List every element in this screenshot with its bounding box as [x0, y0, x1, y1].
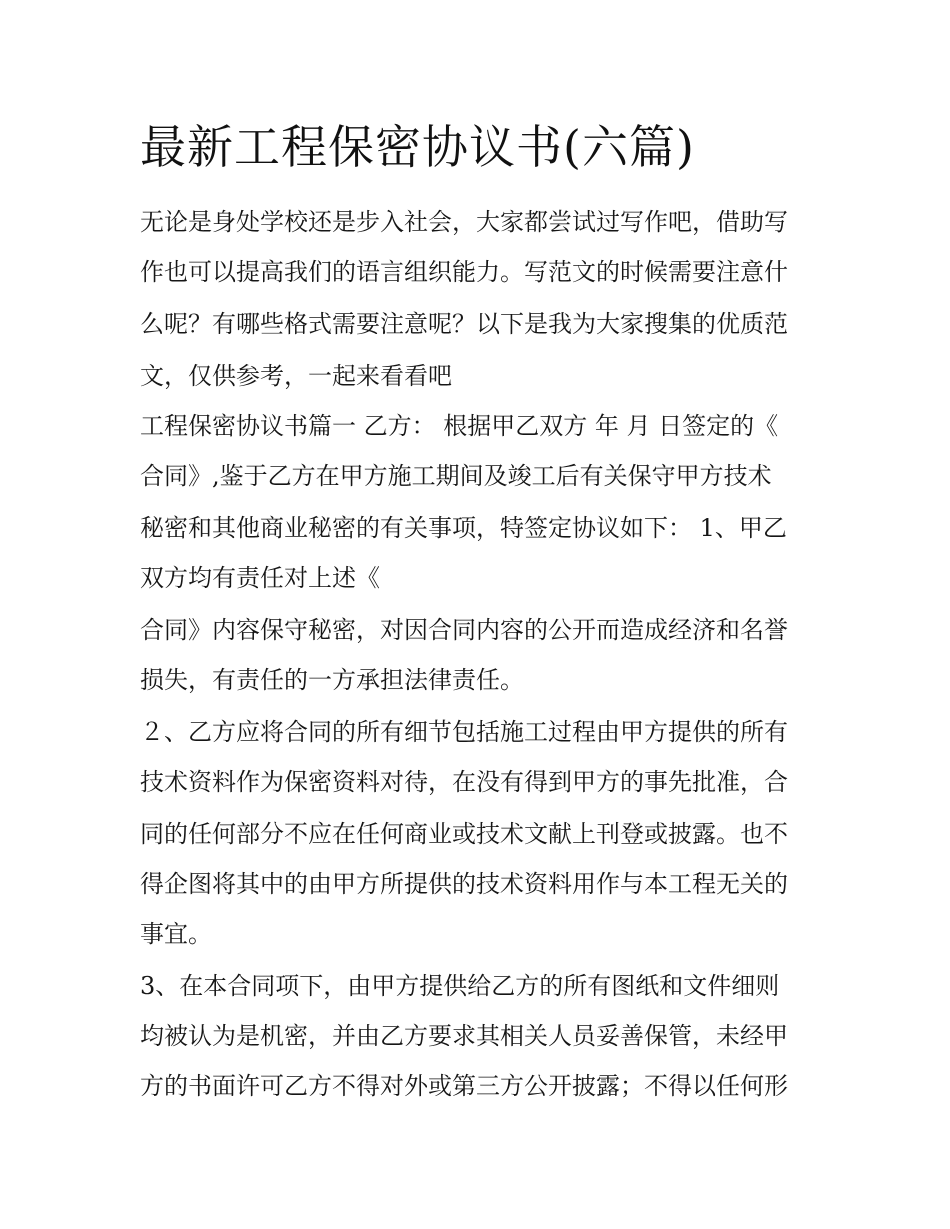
paragraph-line: 工程保密协议书篇一 乙方： 根据甲乙双方 年 月 日签定的《 [140, 412, 779, 440]
paragraph-line: 得企图将其中的由甲方所提供的技术资料用作与本工程无关的 [140, 870, 788, 898]
paragraph-line: 秘密和其他商业秘密的有关事项，特签定协议如下： 1、甲乙 [140, 514, 787, 542]
paragraph-line: 均被认为是机密，并由乙方要求其相关人员妥善保管，未经甲 [140, 1022, 788, 1050]
paragraph-line: ２、乙方应将合同的所有细节包括施工过程由甲方提供的所有 [140, 718, 788, 746]
paragraph-line: 3、在本合同项下，由甲方提供给乙方的所有图纸和文件细则 [140, 972, 780, 1000]
document-title: 最新工程保密协议书(六篇) [140, 120, 695, 174]
paragraph-line: 无论是身处学校还是步入社会，大家都尝试过写作吧，借助写 [140, 208, 788, 236]
paragraph-line: 合同》内容保守秘密，对因合同内容的公开而造成经济和名誉 [140, 616, 788, 644]
paragraph-line: 合同》,鉴于乙方在甲方施工期间及竣工后有关保守甲方技术 [140, 462, 772, 490]
paragraph-line: 双方均有责任对上述《 [140, 564, 380, 592]
paragraph-line: 方的书面许可乙方不得对外或第三方公开披露；不得以任何形 [140, 1072, 788, 1100]
paragraph-line: 么呢？有哪些格式需要注意呢？以下是我为大家搜集的优质范 [140, 310, 788, 338]
paragraph-line: 作也可以提高我们的语言组织能力。写范文的时候需要注意什 [140, 258, 788, 286]
paragraph-line: 文，仅供参考，一起来看看吧 [140, 362, 452, 390]
paragraph-line: 技术资料作为保密资料对待，在没有得到甲方的事先批准，合 [140, 768, 788, 796]
paragraph-line: 事宜。 [140, 920, 212, 948]
paragraph-line: 同的任何部分不应在任何商业或技术文献上刊登或披露。也不 [140, 820, 788, 848]
paragraph-line: 损失，有责任的一方承担法律责任。 [140, 666, 524, 694]
